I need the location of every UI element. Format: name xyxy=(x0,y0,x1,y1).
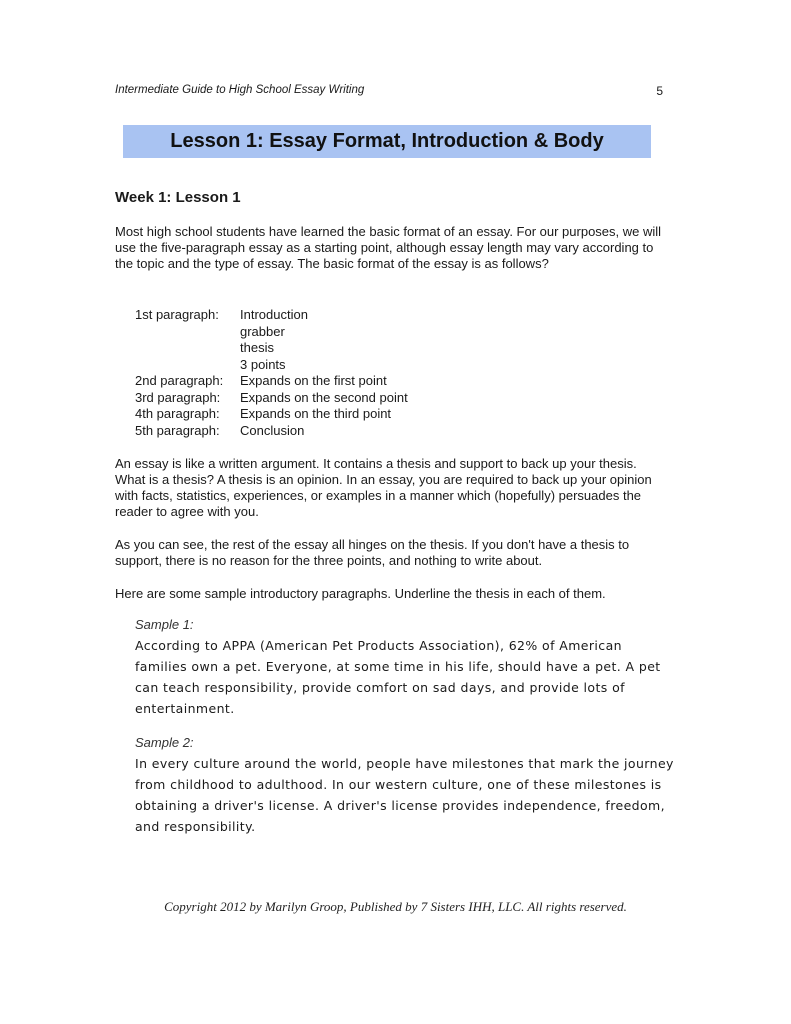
lesson-title: Lesson 1: Essay Format, Introduction & Body xyxy=(170,130,604,152)
essay-format-list xyxy=(135,307,408,439)
format-desc: Conclusion xyxy=(240,422,305,438)
intro-sub-items xyxy=(135,324,408,374)
format-desc: Expands on the first point xyxy=(240,373,387,388)
format-label: 1st paragraph: xyxy=(135,307,219,322)
thesis-hinge-paragraph: As you can see, the rest of the essay all hinges on the thesis. If you don't have a thesis to support, there is no reason for the three points, and nothing to write about. xyxy=(115,537,630,568)
running-header xyxy=(115,84,663,96)
format-list-row xyxy=(135,373,408,390)
intro-paragraph: Most high school students have learned the basic format of an essay. For our purposes, we will use the five-paragraph essay as a starting point, although essay length may vary according to the topic and the type of essay. The basic format of the essay is as follows? xyxy=(115,224,662,271)
sample-text: According to APPA (American Pet Products Association), 62% of American families own a pet. Everyone, at some time in his life, should have a pet. A pet can teach responsibility, provide comfort on sad days, and provide lots of entertainment. xyxy=(135,638,661,716)
sample-label: Sample 2: xyxy=(135,735,194,750)
format-list-row xyxy=(135,390,408,407)
format-desc: Introduction xyxy=(240,307,308,322)
page-number: 5 xyxy=(656,84,663,98)
format-desc: Expands on the second point xyxy=(240,389,408,405)
sample-block xyxy=(135,617,675,719)
sample-block xyxy=(135,735,675,837)
sub-item: grabber xyxy=(240,323,285,339)
sample-label: Sample 1: xyxy=(135,617,194,632)
format-list-row xyxy=(135,307,408,324)
running-title: Intermediate Guide to High School Essay Writing xyxy=(115,84,365,96)
format-label: 3rd paragraph: xyxy=(135,389,221,405)
format-label: 5th paragraph: xyxy=(135,422,220,438)
argument-paragraph: An essay is like a written argument. It contains a thesis and support to back up your thesis. What is a thesis? A thesis is an opinion. In an essay, you are required to back up your opinion with facts, statistics, experiences, or examples in a manner which (hopefully) persuades the reader to agree with you. xyxy=(115,456,652,519)
sample-text: In every culture around the world, people have milestones that mark the journey from childhood to adulthood. In our western culture, one of these milestones is obtaining a driver's license. A driver's license provides independence, freedom, and responsibility. xyxy=(135,756,674,834)
format-list-row xyxy=(135,406,408,423)
sub-item: 3 points xyxy=(240,356,286,372)
format-desc: Expands on the third point xyxy=(240,406,392,421)
copyright-footer: Copyright 2012 by Marilyn Groop, Published by 7 Sisters IHH, LLC. All rights reserved. xyxy=(164,899,627,914)
format-label: 2nd paragraph: xyxy=(135,373,224,388)
format-list-row xyxy=(135,423,408,440)
sub-item: thesis xyxy=(240,340,274,355)
week-heading: Week 1: Lesson 1 xyxy=(115,189,241,206)
format-label: 4th paragraph: xyxy=(135,406,220,421)
lesson-title-banner xyxy=(123,125,651,158)
samples-intro-paragraph: Here are some sample introductory paragraphs. Underline the thesis in each of them. xyxy=(115,586,606,601)
